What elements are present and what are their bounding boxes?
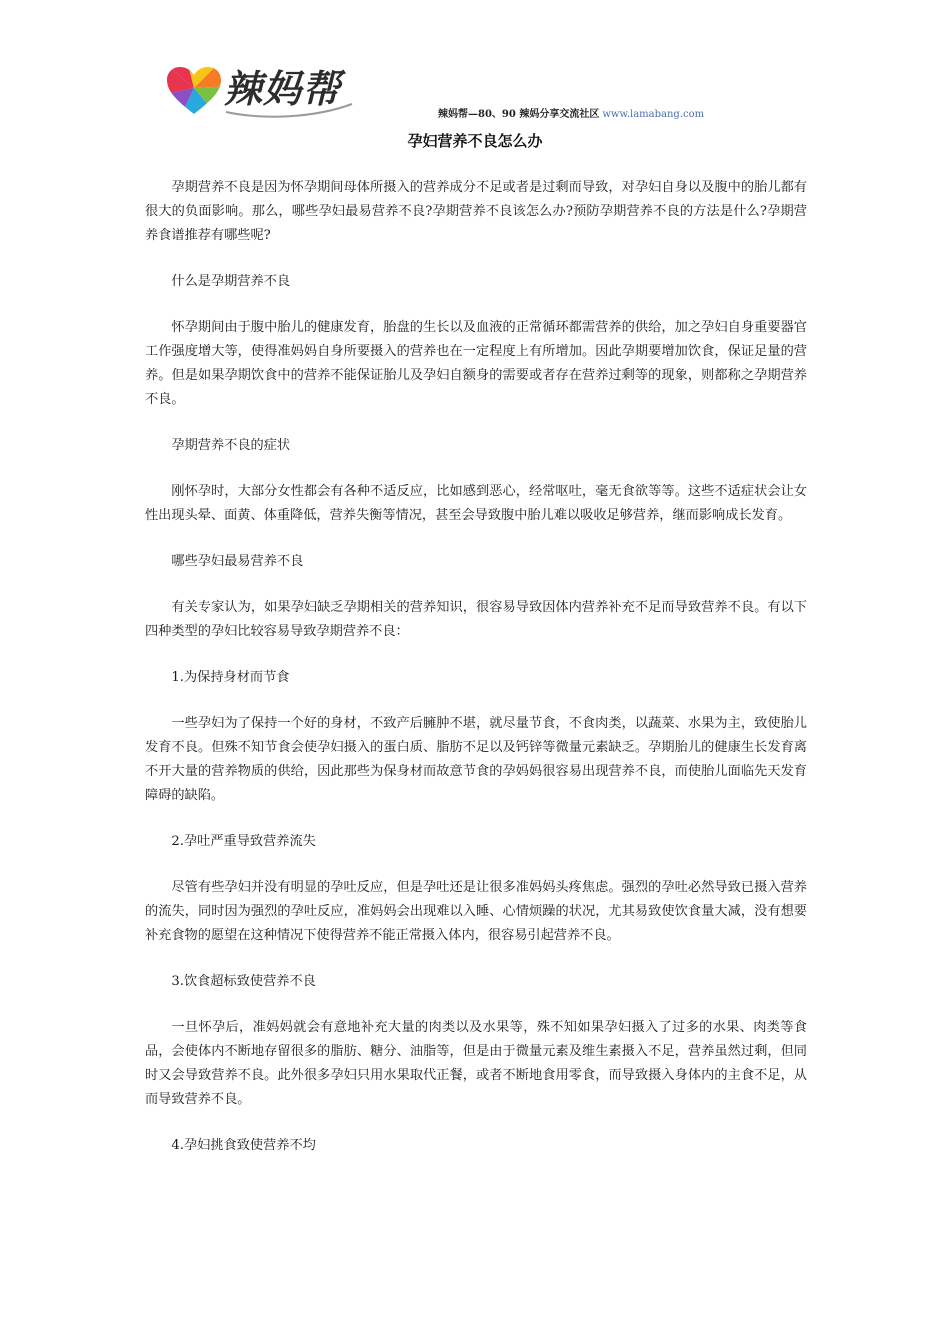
site-tagline <box>438 108 704 122</box>
site-url-link[interactable]: www.lamabang.com <box>602 109 705 120</box>
body-paragraph: 一旦怀孕后，准妈妈就会有意地补充大量的肉类以及水果等，殊不知如果孕妇摄入了过多的水果、肉类等食品，会使体内不断地存留很多的脂肪、糖分、油脂等，但是由于微量元素及维生素摄入不足，营养虽然过剩，但同时又会导致营养不良。此外很多孕妇只用水果取代正餐，或者不断地食用零食，而导致摄入身体内的主食不足，从而导致营养不良。 <box>145 1020 807 1107</box>
document-body <box>145 176 807 1180</box>
swoosh-decoration <box>224 102 354 118</box>
section-heading: 4.孕妇挑食致使营养不均 <box>171 1138 316 1153</box>
section-heading: 什么是孕期营养不良 <box>171 274 291 289</box>
body-paragraph: 刚怀孕时，大部分女性都会有各种不适反应，比如感到恶心，经常呕吐，毫无食欲等等。这些不适症状会让女性出现头晕、面黄、体重降低，营养失衡等情况，甚至会导致腹中胎儿难以吸收足够营养，继而影响成长发育。 <box>145 484 807 523</box>
page-header <box>0 0 950 130</box>
body-paragraph: 有关专家认为，如果孕妇缺乏孕期相关的营养知识，很容易导致因体内营养补充不足而导致营养不良。有以下四种类型的孕妇比较容易导致孕期营养不良： <box>145 600 807 639</box>
tagline-text: 辣妈帮—80、90 辣妈分享交流社区 <box>438 109 600 120</box>
section-heading: 孕期营养不良的症状 <box>171 438 291 453</box>
heart-logo-icon <box>166 66 222 116</box>
site-logo[interactable] <box>166 66 356 118</box>
section-heading: 哪些孕妇最易营养不良 <box>171 554 304 569</box>
section-heading: 1.为保持身材而节食 <box>171 670 290 685</box>
intro-paragraph: 孕期营养不良是因为怀孕期间母体所摄入的营养成分不足或者是过剩而导致，对孕妇自身以及腹中的胎儿都有很大的负面影响。那么，哪些孕妇最易营养不良?孕期营养不良该怎么办?预防孕期营养不良的方法是什么?孕期营养食谱推荐有哪些呢? <box>145 180 807 243</box>
logo-wordmark: 辣妈帮 <box>224 67 342 111</box>
document-title: 孕妇营养不良怎么办 <box>407 132 543 150</box>
body-paragraph: 尽管有些孕妇并没有明显的孕吐反应，但是孕吐还是让很多准妈妈头疼焦虑。强烈的孕吐必然导致已摄入营养的流失，同时因为强烈的孕吐反应，准妈妈会出现难以入睡、心情烦躁的状况，尤其易致使饮食量大减，没有想要补充食物的愿望在这种情况下使得营养不能正常摄入体内，很容易引起营养不良。 <box>145 880 807 943</box>
body-paragraph: 怀孕期间由于腹中胎儿的健康发育，胎盘的生长以及血液的正常循环都需营养的供给，加之孕妇自身重要器官工作强度增大等，使得准妈妈自身所要摄入的营养也在一定程度上有所增加。因此孕期要增加饮食，保证足量的营养。但是如果孕期饮食中的营养不能保证胎儿及孕妇自额身的需要或者存在营养过剩等的现象，则都称之孕期营养不良。 <box>145 320 807 407</box>
section-heading: 2.孕吐严重导致营养流失 <box>171 834 316 849</box>
section-heading: 3.饮食超标致使营养不良 <box>171 974 316 989</box>
body-paragraph: 一些孕妇为了保持一个好的身材，不致产后臃肿不堪，就尽量节食，不食肉类，以蔬菜、水果为主，致使胎儿发育不良。但殊不知节食会使孕妇摄入的蛋白质、脂肪不足以及钙锌等微量元素缺乏。孕期胎儿的健康生长发育离不开大量的营养物质的供给，因此那些为保身材而故意节食的孕妈妈很容易出现营养不良，而使胎儿面临先天发育障碍的缺陷。 <box>145 716 807 803</box>
